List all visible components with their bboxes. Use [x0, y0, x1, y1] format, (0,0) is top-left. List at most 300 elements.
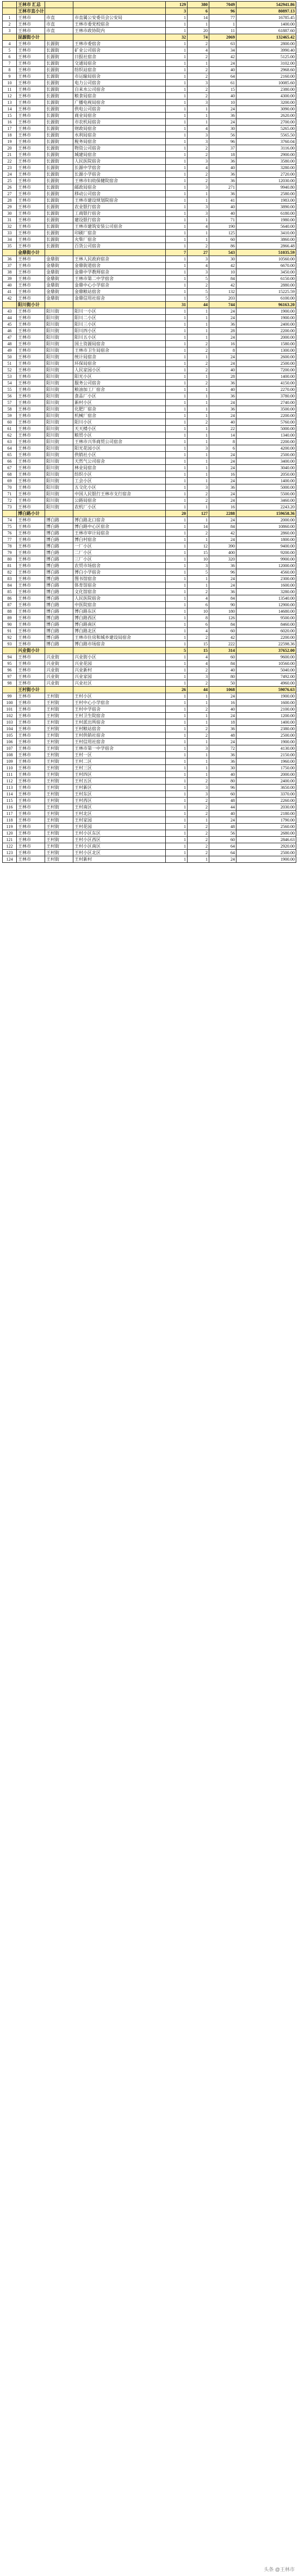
- table-cell: 36: [209, 158, 236, 165]
- table-cell: 24: [209, 537, 236, 543]
- table-row: [3, 439, 296, 445]
- table-cell: 82: [3, 569, 17, 576]
- table-cell: 132: [209, 289, 236, 295]
- table-cell: 水利局宿舍: [73, 132, 166, 139]
- table-cell: 9200.00: [236, 550, 296, 556]
- table-row: [3, 374, 296, 380]
- table-cell: 长源街: [45, 197, 73, 204]
- table-cell: 7: [166, 250, 188, 256]
- table-cell: 王村街: [45, 837, 73, 843]
- table-cell: 96: [209, 785, 236, 791]
- table-cell: 1: [188, 321, 209, 328]
- table-cell: 王林市: [17, 204, 45, 210]
- table-cell: 粮油加工厂宿舍: [73, 387, 166, 393]
- table-cell: 10860.00: [236, 524, 296, 530]
- table-cell: 9: [3, 73, 17, 80]
- table-cell: [73, 34, 166, 41]
- table-cell: 金鼎街: [45, 263, 73, 269]
- table-cell: 兴业新村: [73, 667, 166, 674]
- table-cell: 3780.00: [236, 393, 296, 400]
- table-cell: 542941.86: [236, 2, 296, 8]
- table-cell: 14: [209, 432, 236, 439]
- table-cell: 王林市: [17, 315, 45, 321]
- table-cell: 40: [209, 67, 236, 73]
- table-cell: 王林市: [17, 334, 45, 341]
- table-row: [3, 400, 296, 406]
- table-cell: 42: [209, 530, 236, 537]
- table-row: [3, 113, 296, 119]
- table-cell: 6: [188, 602, 209, 608]
- table-cell: 阳川街: [45, 315, 73, 321]
- table-cell: 王村街: [45, 713, 73, 719]
- table-cell: 王林市: [17, 543, 45, 550]
- table-cell: 阳川街: [45, 439, 73, 445]
- table-cell: 1: [188, 817, 209, 824]
- table-cell: 1: [166, 426, 188, 432]
- table-cell: 王林市: [17, 171, 45, 178]
- table-cell: 王林市: [17, 197, 45, 204]
- table-cell: 长源街: [45, 86, 73, 93]
- table-cell: 王林市: [17, 785, 45, 791]
- table-cell: 王村街: [45, 745, 73, 752]
- table-cell: 2: [188, 243, 209, 250]
- table-cell: 1: [166, 197, 188, 204]
- table-cell: 1: [188, 217, 209, 223]
- table-cell: 1: [188, 374, 209, 380]
- table-cell: 90: [209, 602, 236, 608]
- table-cell: [45, 302, 73, 308]
- table-cell: 41: [209, 197, 236, 204]
- table-cell: 王林市: [17, 60, 45, 67]
- table-cell: 44: [3, 315, 17, 321]
- table-cell: 博白路: [45, 576, 73, 582]
- table-cell: 1: [166, 223, 188, 230]
- table-cell: 84: [3, 582, 17, 589]
- table-cell: 五交化小区: [73, 484, 166, 491]
- table-row: [3, 850, 296, 856]
- table-cell: 4: [188, 126, 209, 132]
- table-cell: 1580.00: [236, 341, 296, 347]
- table-cell: 1: [166, 563, 188, 569]
- table-cell: 王林市: [17, 263, 45, 269]
- table-cell: 王林市: [17, 484, 45, 491]
- table-cell: 3: [188, 563, 209, 569]
- table-cell: 1: [166, 341, 188, 347]
- table-cell: 74: [3, 517, 17, 524]
- table-cell: 3: [188, 139, 209, 145]
- table-cell: [3, 511, 17, 517]
- table-cell: 博白小学宿舍: [73, 569, 166, 576]
- table-cell: 阳川街: [45, 478, 73, 484]
- table-cell: 王林市: [17, 804, 45, 811]
- table-row: [3, 158, 296, 165]
- table-cell: 1: [188, 700, 209, 706]
- table-cell: 1400.00: [236, 21, 296, 28]
- table-cell: 2100.00: [236, 706, 296, 713]
- table-cell: 1: [188, 426, 209, 432]
- table-cell: 4200.00: [236, 445, 296, 452]
- table-cell: 5: [3, 47, 17, 54]
- table-cell: 长源街: [45, 113, 73, 119]
- table-cell: 40: [3, 282, 17, 289]
- table-cell: 1: [166, 282, 188, 289]
- table-cell: 2000.00: [236, 771, 296, 778]
- table-cell: 王林市兴华商贸公司宿舍: [73, 439, 166, 445]
- table-cell: 96: [209, 8, 236, 15]
- table-cell: 王林市: [17, 210, 45, 217]
- table-cell: 47: [3, 334, 17, 341]
- table-cell: 博白路市场宿舍: [73, 641, 166, 648]
- table-cell: 2: [188, 41, 209, 47]
- table-cell: 3580.00: [236, 158, 296, 165]
- table-cell: 王林市: [17, 67, 45, 73]
- table-cell: 王林市: [17, 276, 45, 282]
- table-cell: 王村街: [45, 811, 73, 817]
- table-cell: 粮食局宿舍: [73, 93, 166, 99]
- table-cell: 昆源街小计: [17, 34, 45, 41]
- table-cell: 24: [209, 106, 236, 113]
- table-cell: 100: [3, 700, 17, 706]
- table-cell: 77: [3, 537, 17, 543]
- table-cell: 王林市: [17, 856, 45, 863]
- table-cell: 博白路: [45, 556, 73, 563]
- table-row: [3, 745, 296, 752]
- table-cell: 1: [166, 824, 188, 830]
- table-cell: 32: [3, 223, 17, 230]
- table-cell: 金鼎街: [45, 289, 73, 295]
- table-cell: 3: [188, 745, 209, 752]
- table-cell: 1: [166, 73, 188, 80]
- table-cell: 1900.00: [236, 693, 296, 700]
- table-cell: 长源街: [45, 93, 73, 99]
- table-cell: 长源街: [45, 171, 73, 178]
- table-cell: 阳川街: [45, 406, 73, 413]
- table-cell: 王村街: [45, 817, 73, 824]
- table-cell: 1: [166, 850, 188, 856]
- table-cell: 8: [3, 67, 17, 73]
- table-cell: 金鼎街: [45, 282, 73, 289]
- table-cell: 99: [3, 693, 17, 700]
- table-cell: 一厂小区: [73, 543, 166, 550]
- table-cell: 4130.00: [236, 745, 296, 752]
- table-cell: 4960.00: [236, 680, 296, 687]
- table-cell: 31: [166, 302, 188, 308]
- table-cell: 1: [166, 432, 188, 439]
- subtotal-row: [3, 302, 296, 308]
- table-cell: 王林市: [17, 615, 45, 621]
- table-cell: 1: [166, 321, 188, 328]
- table-row: [3, 237, 296, 243]
- table-cell: 长源中学宿舍: [73, 165, 166, 171]
- table-cell: 16: [209, 700, 236, 706]
- table-cell: 日报社宿舍: [73, 54, 166, 60]
- table-cell: 王林市直小计: [17, 8, 45, 15]
- table-cell: 50: [209, 680, 236, 687]
- table-cell: 320: [209, 556, 236, 563]
- table-cell: 1: [166, 771, 188, 778]
- table-cell: 1: [166, 758, 188, 765]
- table-cell: 王村小区南区: [73, 843, 166, 850]
- table-cell: 1: [188, 387, 209, 393]
- table-cell: 博白路东区: [73, 608, 166, 615]
- table-cell: 1: [166, 589, 188, 595]
- table-cell: 2: [188, 830, 209, 837]
- table-row: [3, 334, 296, 341]
- table-cell: 16: [209, 471, 236, 478]
- table-cell: 32: [166, 34, 188, 41]
- table-cell: 1: [166, 119, 188, 126]
- table-cell: 80: [3, 556, 17, 563]
- table-row: [3, 817, 296, 824]
- table-cell: 4: [188, 223, 209, 230]
- table-cell: 744: [209, 302, 236, 308]
- table-cell: 兴业街: [45, 654, 73, 661]
- table-row: [3, 217, 296, 223]
- table-cell: 2880.00: [236, 282, 296, 289]
- table-cell: [45, 648, 73, 654]
- table-cell: 84: [209, 595, 236, 602]
- table-cell: 95: [3, 661, 17, 667]
- table-cell: 王林市: [17, 817, 45, 824]
- table-cell: 2600.00: [236, 354, 296, 360]
- table-cell: 84: [209, 276, 236, 282]
- table-cell: 1: [166, 778, 188, 785]
- table-cell: 5500.00: [236, 491, 296, 497]
- table-cell: 1300.00: [236, 347, 296, 354]
- table-cell: 2400.00: [236, 778, 296, 785]
- table-row: [3, 243, 296, 250]
- table-cell: 1: [3, 15, 17, 21]
- table-cell: 王林市: [17, 628, 45, 634]
- table-row: [3, 791, 296, 798]
- table-row: [3, 798, 296, 804]
- table-cell: 56: [209, 830, 236, 837]
- table-cell: 4: [188, 628, 209, 634]
- table-cell: 71: [3, 491, 17, 497]
- table-cell: 王林市: [17, 406, 45, 413]
- table-cell: [3, 8, 17, 15]
- table-cell: 1: [188, 765, 209, 771]
- table-cell: 1: [166, 210, 188, 217]
- table-cell: 3: [188, 445, 209, 452]
- table-cell: 王村南区: [73, 804, 166, 811]
- table-row: [3, 256, 296, 263]
- table-cell: 10: [209, 99, 236, 106]
- table-cell: 1: [166, 106, 188, 113]
- table-cell: 博白村宿舍: [73, 537, 166, 543]
- table-cell: 1: [166, 811, 188, 817]
- table-cell: 王村小区北区: [73, 850, 166, 856]
- table-cell: 金鼎中心小学宿舍: [73, 282, 166, 289]
- table-cell: 5: [188, 276, 209, 282]
- table-cell: 王林市: [17, 732, 45, 739]
- table-cell: 1: [166, 93, 188, 99]
- table-cell: 2700.00: [236, 119, 296, 126]
- table-cell: 金鼎街: [45, 295, 73, 302]
- table-cell: 40: [209, 667, 236, 674]
- table-cell: 阳川小区: [73, 419, 166, 426]
- table-cell: 王村小区: [73, 693, 166, 700]
- table-cell: 1: [166, 243, 188, 250]
- table-row: [3, 778, 296, 785]
- table-cell: 390: [209, 543, 236, 550]
- table-cell: 阳川街: [45, 354, 73, 360]
- table-cell: 314: [209, 648, 236, 654]
- table-cell: 3102.00: [236, 60, 296, 67]
- table-cell: 阳川街: [45, 400, 73, 406]
- table-cell: 王林市: [17, 126, 45, 132]
- table-cell: 60: [209, 791, 236, 798]
- table-row: [3, 380, 296, 387]
- table-row: [3, 830, 296, 837]
- table-cell: 1: [188, 713, 209, 719]
- table-row: [3, 785, 296, 791]
- table-cell: 1: [166, 445, 188, 452]
- table-cell: 2: [188, 778, 209, 785]
- table-cell: 王林市: [17, 850, 45, 856]
- table-cell: 1: [166, 804, 188, 811]
- table-cell: 72: [3, 497, 17, 504]
- table-cell: 5125.00: [236, 54, 296, 60]
- table-cell: 40: [209, 771, 236, 778]
- table-cell: 1: [166, 732, 188, 739]
- table-cell: 70: [3, 484, 17, 491]
- table-cell: 1: [166, 328, 188, 334]
- table-row: [3, 556, 296, 563]
- table-cell: 阳川街: [45, 334, 73, 341]
- table-cell: [45, 8, 73, 15]
- table-cell: 1: [166, 295, 188, 302]
- table-cell: 1400.00: [236, 374, 296, 380]
- table-row: [3, 230, 296, 237]
- table-cell: 王林市: [17, 21, 45, 28]
- table-cell: 王村北区: [73, 811, 166, 817]
- table-cell: 博白路: [45, 589, 73, 595]
- table-cell: 王村五区: [73, 778, 166, 785]
- table-cell: 33: [3, 230, 17, 237]
- table-cell: 1: [166, 41, 188, 47]
- table-cell: 王林市: [17, 680, 45, 687]
- table-cell: 1400.00: [236, 719, 296, 726]
- table-cell: 50: [3, 354, 17, 360]
- table-cell: 1: [166, 308, 188, 315]
- table-cell: 1900.00: [236, 739, 296, 745]
- table-cell: 王林市第一中学宿舍: [73, 745, 166, 752]
- table-cell: 1: [166, 576, 188, 582]
- table-cell: 1790.00: [236, 817, 296, 824]
- table-cell: 王林市: [17, 282, 45, 289]
- table-cell: 21: [3, 152, 17, 158]
- table-cell: 34: [3, 237, 17, 243]
- table-cell: 1: [166, 458, 188, 465]
- table-cell: 45: [3, 321, 17, 328]
- table-cell: 112: [3, 778, 17, 785]
- table-cell: 金鼎中学教师宿舍: [73, 269, 166, 276]
- table-cell: 6: [209, 445, 236, 452]
- table-cell: 106: [3, 739, 17, 745]
- table-cell: 长源街: [45, 184, 73, 191]
- table-cell: 王林市: [17, 621, 45, 628]
- table-cell: 1: [188, 21, 209, 28]
- table-cell: 203: [209, 295, 236, 302]
- table-cell: 博白路: [45, 595, 73, 602]
- table-cell: 3650.00: [236, 785, 296, 791]
- table-cell: 王林市审计局宿舍: [73, 530, 166, 537]
- table-cell: 王村四区: [73, 771, 166, 778]
- table-cell: 126: [209, 615, 236, 621]
- table-cell: 16: [209, 341, 236, 347]
- table-cell: 1: [166, 126, 188, 132]
- table-cell: 88: [3, 608, 17, 615]
- table-cell: 博白路: [45, 615, 73, 621]
- table-cell: 王林市: [17, 347, 45, 354]
- table-cell: 王林市: [17, 387, 45, 393]
- table-cell: 服务公司宿舍: [73, 380, 166, 387]
- table-cell: 二厂小区: [73, 550, 166, 556]
- table-cell: 王林市: [17, 158, 45, 165]
- table-cell: 20: [188, 28, 209, 34]
- table-cell: 王林市: [17, 132, 45, 139]
- table-cell: 40: [209, 204, 236, 210]
- table-cell: 1900.00: [236, 315, 296, 321]
- table-cell: 1: [188, 432, 209, 439]
- table-cell: 三厂小区: [73, 556, 166, 563]
- table-cell: 2: [188, 824, 209, 830]
- table-cell: 40: [209, 165, 236, 171]
- table-cell: 543: [209, 250, 236, 256]
- table-cell: 22: [209, 426, 236, 432]
- table-cell: 3450.00: [236, 269, 296, 276]
- table-cell: 101: [3, 706, 17, 713]
- table-cell: 王林市: [17, 739, 45, 745]
- table-row: [3, 347, 296, 354]
- table-cell: 122: [3, 843, 17, 850]
- table-row: [3, 706, 296, 713]
- table-cell: 380: [188, 2, 209, 8]
- table-cell: 兴业花园: [73, 661, 166, 667]
- table-cell: 金鼎粮站宿舍: [73, 289, 166, 295]
- table-cell: 5: [188, 569, 209, 576]
- table-cell: 36: [209, 393, 236, 400]
- table-cell: 1: [166, 367, 188, 374]
- table-cell: 王林市建筑安装公司宿舍: [73, 223, 166, 230]
- table-cell: 2800.00: [236, 41, 296, 47]
- table-cell: 2: [188, 798, 209, 804]
- table-cell: 王林市: [17, 706, 45, 713]
- table-cell: 42: [209, 634, 236, 641]
- table-row: [3, 680, 296, 687]
- table-cell: 3: [188, 132, 209, 139]
- table-cell: 17: [3, 126, 17, 132]
- table-cell: 3890.00: [236, 204, 296, 210]
- table-cell: 王林市: [17, 752, 45, 758]
- table-cell: 王林市建设规划院宿舍: [73, 197, 166, 204]
- table-cell: 王林市: [17, 504, 45, 511]
- table-row: [3, 80, 296, 86]
- table-cell: 3: [188, 674, 209, 680]
- table-cell: 94: [3, 654, 17, 661]
- table-cell: 3370.00: [236, 791, 296, 798]
- table-cell: 王林市: [17, 517, 45, 524]
- table-cell: 93: [3, 641, 17, 648]
- table-cell: 96: [3, 667, 17, 674]
- table-cell: 2: [188, 497, 209, 504]
- table-cell: 阳川街: [45, 471, 73, 478]
- table-cell: 2400.00: [236, 321, 296, 328]
- table-cell: 39: [3, 276, 17, 282]
- table-cell: 阳川街: [45, 341, 73, 347]
- table-cell: 80897.13: [236, 8, 296, 15]
